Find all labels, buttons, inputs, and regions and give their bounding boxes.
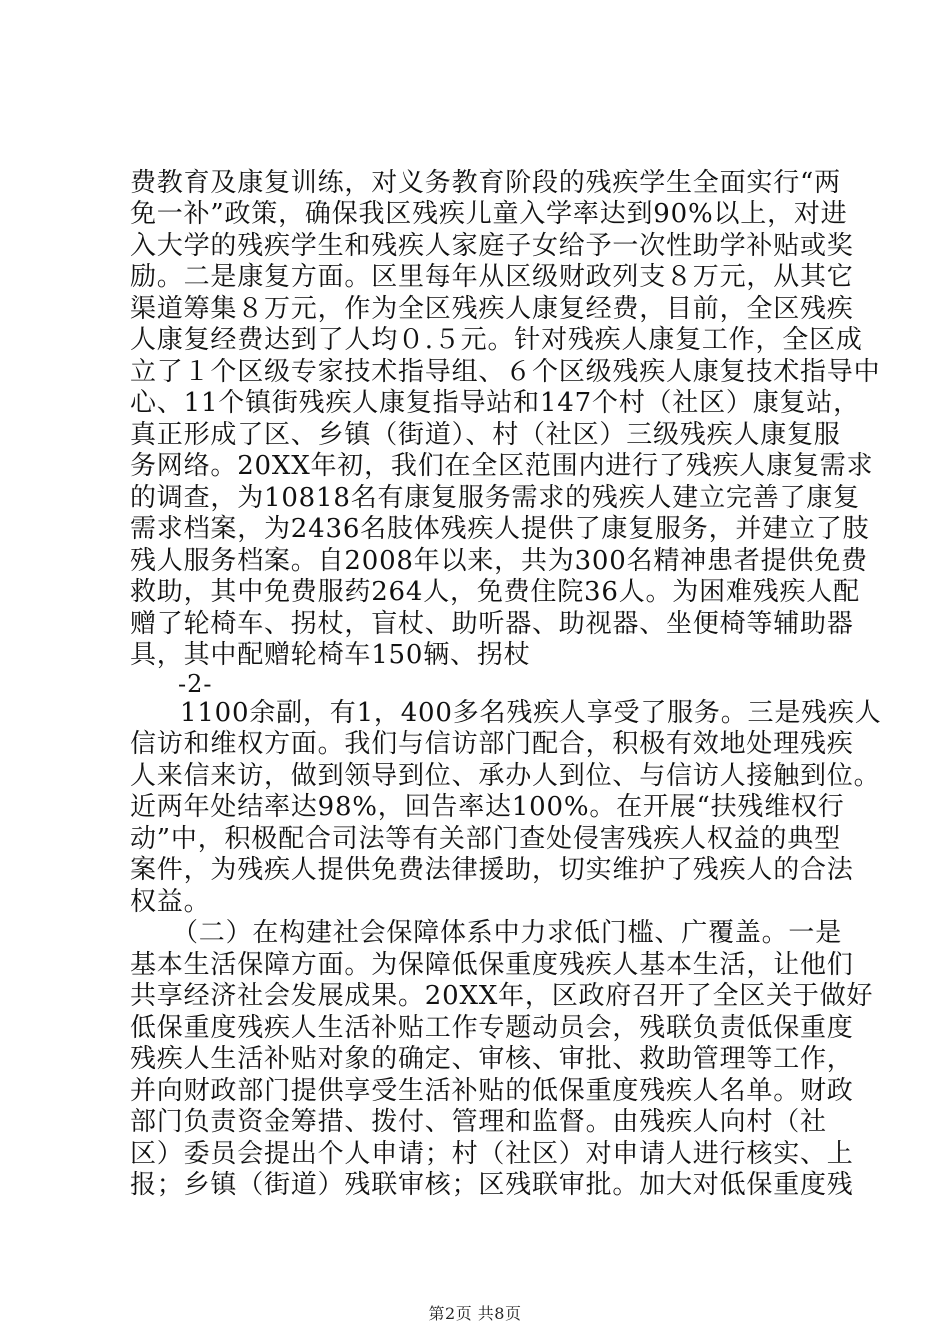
text-line: 动”中，积极配合司法等有关部门查处侵害残疾人权益的典型	[130, 824, 841, 854]
text-line: 免一补”政策，确保我区残疾儿童入学率达到90%以上，对进	[130, 199, 848, 229]
text-line: 基本生活保障方面。为保障低保重度残疾人基本生活，让他们	[130, 950, 854, 980]
text-line: 具，其中配赠轮椅车150辆、拐杖	[130, 640, 531, 670]
text-line: 渠道筹集８万元，作为全区残疾人康复经费，目前，全区残疾	[130, 294, 854, 324]
text-line: 残人服务档案。自2008年以来，共为300名精神患者提供免费	[130, 546, 868, 576]
text-line: 权益。	[130, 887, 211, 917]
inline-page-number: -2-	[178, 670, 213, 698]
text-line: 残疾人生活补贴对象的确定、审核、审批、救助管理等工作，	[130, 1044, 854, 1074]
text-line: 真正形成了区、乡镇（街道）、村（社区）三级残疾人康复服	[130, 420, 841, 450]
text-line: 共享经济社会发展成果。20XX年，区政府召开了全区关于做好	[130, 981, 874, 1011]
text-line: 人康复经费达到了人均０.５元。针对残疾人康复工作，全区成	[130, 325, 863, 355]
text-line: 需求档案，为2436名肢体残疾人提供了康复服务，并建立了肢	[130, 514, 870, 544]
text-line: 低保重度残疾人生活补贴工作专题动员会，残联负责低保重度	[130, 1013, 854, 1043]
text-line: 救助，其中免费服药264人，免费住院36人。为困难残疾人配	[130, 577, 860, 607]
text-line: 立了１个区级专家技术指导组、６个区级残疾人康复技术指导中	[130, 357, 881, 387]
text-line: 的调查，为10818名有康复服务需求的残疾人建立完善了康复	[130, 483, 860, 513]
text-line: 报；乡镇（街道）残联审核；区残联审批。加大对低保重度残	[130, 1170, 854, 1200]
text-line: 费教育及康复训练，对义务教育阶段的残疾学生全面实行“两	[130, 168, 841, 198]
text-line: 入大学的残疾学生和残疾人家庭子女给予一次性助学补贴或奖	[130, 231, 854, 261]
text-line: 近两年处结率达98%，回告率达100%。在开展“扶残维权行	[130, 792, 845, 822]
text-line: 务网络。20XX年初，我们在全区范围内进行了残疾人康复需求	[130, 451, 874, 481]
text-line: 区）委员会提出个人申请；村（社区）对申请人进行核实、上	[130, 1139, 854, 1169]
paragraph-start: （二）在构建社会保障体系中力求低门槛、广覆盖。一是	[172, 918, 843, 948]
text-line: 1100余副，有1，400多名残疾人享受了服务。三是残疾人	[180, 698, 882, 728]
text-line: 人来信来访，做到领导到位、承办人到位、与信访人接触到位。	[130, 761, 881, 791]
text-line: 部门负责资金筹措、拨付、管理和监督。由残疾人向村（社	[130, 1107, 827, 1137]
text-line: 赠了轮椅车、拐杖，盲杖、助听器、助视器、坐便椅等辅助器	[130, 609, 854, 639]
text-line: 心、11个镇街残疾人康复指导站和147个村（社区）康复站，	[130, 388, 860, 418]
text-line: 信访和维权方面。我们与信访部门配合，积极有效地处理残疾	[130, 729, 854, 759]
text-line: 并向财政部门提供享受生活补贴的低保重度残疾人名单。财政	[130, 1076, 854, 1106]
text-line: 励。二是康复方面。区里每年从区级财政列支８万元，从其它	[130, 262, 854, 292]
page-footer: 第2页 共8页	[428, 1304, 522, 1323]
text-line: 案件，为残疾人提供免费法律援助，切实维护了残疾人的合法	[130, 855, 854, 885]
